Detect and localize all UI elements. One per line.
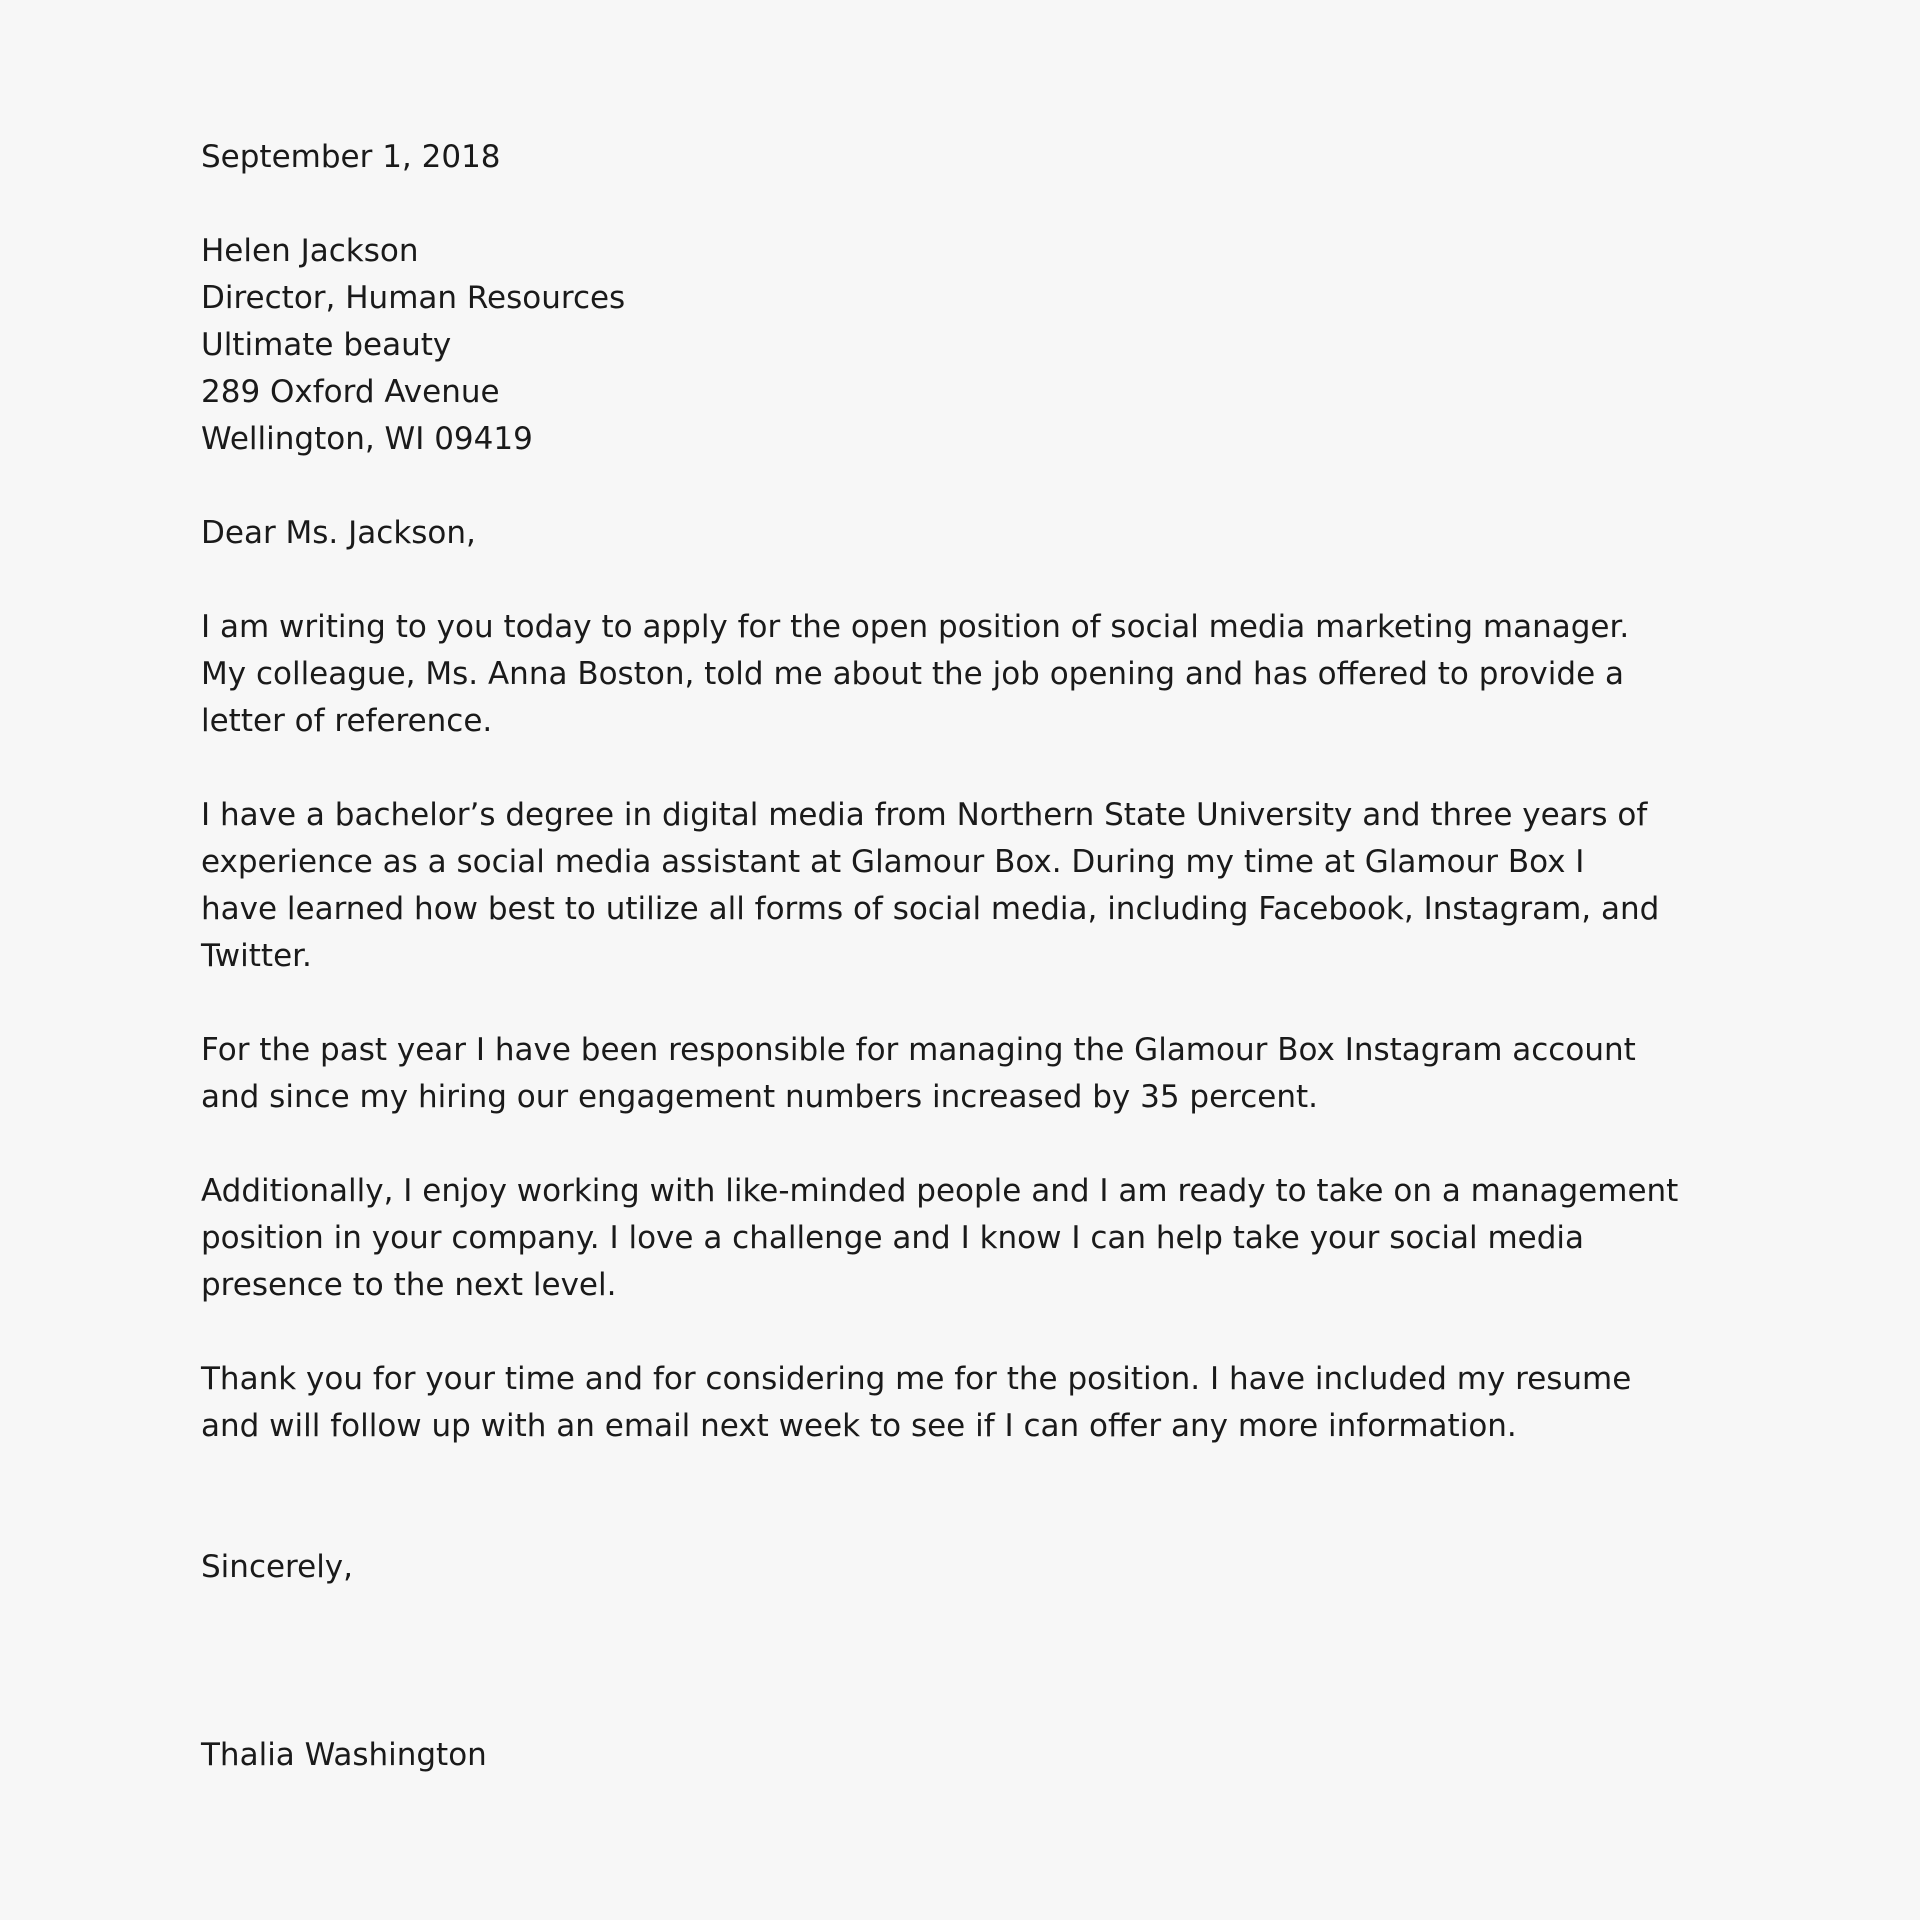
paragraph-line: I am writing to you today to apply for the open position of social media marketing manager. bbox=[201, 609, 1630, 645]
paragraph-line: My colleague, Ms. Anna Boston, told me about the job opening and has offered to provide a bbox=[201, 656, 1624, 692]
paragraph-line: and since my hiring our engagement numbers increased by 35 percent. bbox=[201, 1079, 1318, 1115]
paragraph-line: For the past year I have been responsible for managing the Glamour Box Instagram account bbox=[201, 1032, 1636, 1068]
recipient-city-state-zip: Wellington, WI 09419 bbox=[201, 421, 533, 457]
paragraph-line: Additionally, I enjoy working with like-minded people and I am ready to take on a management bbox=[201, 1173, 1679, 1209]
recipient-name: Helen Jackson bbox=[201, 233, 419, 269]
recipient-address-block bbox=[201, 228, 1720, 463]
body-paragraph-1 bbox=[201, 604, 1720, 745]
paragraph-line: letter of reference. bbox=[201, 703, 493, 739]
paragraph-line: and will follow up with an email next week to see if I can offer any more information. bbox=[201, 1408, 1517, 1444]
body-paragraph-5 bbox=[201, 1356, 1720, 1450]
recipient-company: Ultimate beauty bbox=[201, 327, 452, 363]
paragraph-line: position in your company. I love a challenge and I know I can help take your social media bbox=[201, 1220, 1585, 1256]
recipient-street: 289 Oxford Avenue bbox=[201, 374, 500, 410]
recipient-title: Director, Human Resources bbox=[201, 280, 626, 316]
signature-name: Thalia Washington bbox=[201, 1737, 487, 1773]
paragraph-line: Twitter. bbox=[201, 938, 312, 974]
paragraph-line: presence to the next level. bbox=[201, 1267, 617, 1303]
body-paragraph-4 bbox=[201, 1168, 1720, 1309]
body-paragraph-2 bbox=[201, 792, 1720, 980]
body-paragraph-3 bbox=[201, 1027, 1720, 1121]
paragraph-line: have learned how best to utilize all forms of social media, including Facebook, Instagram, and bbox=[201, 891, 1660, 927]
closing: Sincerely, bbox=[201, 1549, 354, 1585]
salutation: Dear Ms. Jackson, bbox=[201, 515, 476, 551]
letter-date: September 1, 2018 bbox=[201, 139, 501, 175]
paragraph-line: experience as a social media assistant at Glamour Box. During my time at Glamour Box I bbox=[201, 844, 1585, 880]
paragraph-line: I have a bachelor’s degree in digital media from Northern State University and three years of bbox=[201, 797, 1648, 833]
paragraph-line: Thank you for your time and for considering me for the position. I have included my resume bbox=[201, 1361, 1632, 1397]
